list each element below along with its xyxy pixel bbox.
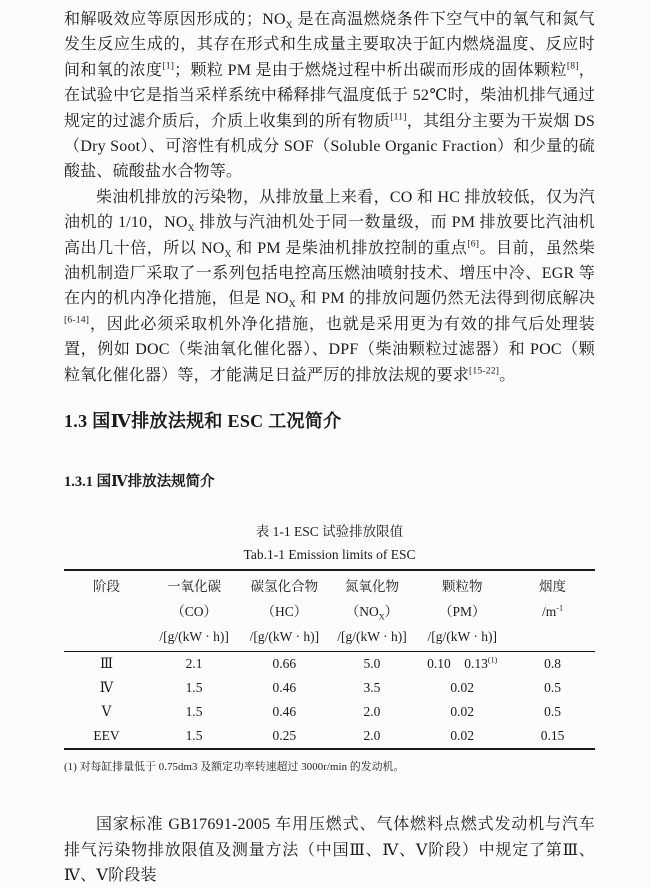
cell-pm: 0.02 <box>450 728 475 744</box>
cell-stage: Ⅲ <box>99 656 113 672</box>
cell-pm: 0.02 <box>450 704 475 720</box>
cell-smoke: 0.8 <box>544 656 561 672</box>
column-header-stage: 阶段 <box>64 570 149 652</box>
cell-stage: EEV <box>93 728 120 744</box>
table-footnote: (1) 对每缸排量低于 0.75dm3 及额定功率转速超过 3000r/min 的发动机。 <box>64 761 405 774</box>
cell-stage: Ⅴ <box>101 704 112 720</box>
table-row-stage-5 <box>64 700 595 724</box>
paragraph-national-standard: 国家标准 GB17691-2005 车用压燃式、气体燃料点燃式发动机与汽车排气污染物排放限值及测量方法（中国Ⅲ、Ⅳ、Ⅴ阶段）中规定了第Ⅲ、Ⅳ、Ⅴ阶段装 <box>64 816 595 884</box>
cell-nox: 3.5 <box>363 680 381 696</box>
cell-pm: 0.10 0.13$^{(1)}$ <box>427 655 498 672</box>
cell-nox: 2.0 <box>363 704 381 720</box>
cell-co: 1.5 <box>185 680 203 696</box>
table-header-row <box>64 570 595 652</box>
cell-hc: 0.66 <box>272 656 297 672</box>
table-caption-en: Tab.1-1 Emission limits of ESC <box>243 547 416 563</box>
cell-co: 2.1 <box>185 656 203 672</box>
table-caption-zh: 表 1-1 ESC 试验排放限值 <box>255 524 404 540</box>
cell-smoke: 0.5 <box>544 704 561 720</box>
cell-hc: 0.46 <box>272 680 297 696</box>
paragraph-pollutant-formation: 和解吸效应等原因形成的；$NO_X$ 是在高温燃烧条件下空气中的氧气和氮气发生反应生成的，其存在形式和生成量主要取决于缸内燃烧温度、反应时间和氧的浓度[1]；颗粒 PM 是由于燃烧过程中析出碳而形成的固体颗粒[8]，在试验中它是指当采样系统中稀释排气温度低于 52℃时，柴油机排气通过规定的过滤介质后，介质上收集到的所有物质[11]，其组分主要为干炭烟 DS（Dry Soot）、可溶性有机成分 SOF（Soluble Organic Fraction）和少量的硫酸盐、硫酸盐水合物等。 <box>64 11 596 181</box>
paragraph-diesel-emissions: 柴油机排放的污染物，从排放量上来看，CO 和 HC 排放较低，仅为汽油机的 1/10，$NO_X$ 排放与汽油机处于同一数量级，而 PM 排放要比汽油机高出几十倍，所以 $NO_X$ 和 PM 是柴油机排放控制的重点[6]。目前，虽然柴油机制造厂采取了一系列包括电控高压燃油喷射技术、增压中冷、EGR 等在内的机内净化措施，但是 $NO_X$ 和 PM 的排放问题仍然无法得到彻底解决[6-14]，因此必须采取机外净化措施，也就是采用更为有效的排气后处理装置，例如 DOC（柴油氧化催化器）、DPF（柴油颗粒过滤器）和 POC（颗粒氧化催化器）等，才能满足日益严厉的排放法规的要求[15-22]。 <box>64 188 595 384</box>
column-header-co: 一氧化碳 （CO） /[g/(kW · h)] <box>149 570 239 652</box>
section-heading-1-3: 1.3 国Ⅳ排放法规和 ESC 工况简介 <box>64 411 342 432</box>
table-row-stage-4 <box>64 676 595 700</box>
cell-co: 1.5 <box>185 704 203 720</box>
table-row-stage-3 <box>64 652 595 677</box>
cell-co: 1.5 <box>185 728 203 744</box>
column-header-smoke: 烟度 $/m^{-1}$ <box>510 570 595 652</box>
cell-smoke: 0.5 <box>544 680 561 696</box>
cell-smoke: 0.15 <box>540 728 565 744</box>
cell-nox: 2.0 <box>363 728 381 744</box>
column-header-pm: 颗粒物 （PM） /[g/(kW · h)] <box>414 570 510 652</box>
subsection-heading-1-3-1: 1.3.1 国Ⅳ排放法规简介 <box>64 474 215 491</box>
cell-pm: 0.02 <box>450 680 475 696</box>
cell-stage: Ⅳ <box>99 680 114 696</box>
column-header-hc: 碳氢化合物 （HC） /[g/(kW · h)] <box>239 570 329 652</box>
cell-nox: 5.0 <box>363 656 381 672</box>
table-row-eev <box>64 724 595 749</box>
cell-hc: 0.25 <box>272 728 297 744</box>
column-header-nox: 氮氧化物 $(NO_X)$ /[g/(kW · h)] <box>329 570 414 652</box>
cell-hc: 0.46 <box>272 704 297 720</box>
emissions-limits-table <box>64 569 595 750</box>
